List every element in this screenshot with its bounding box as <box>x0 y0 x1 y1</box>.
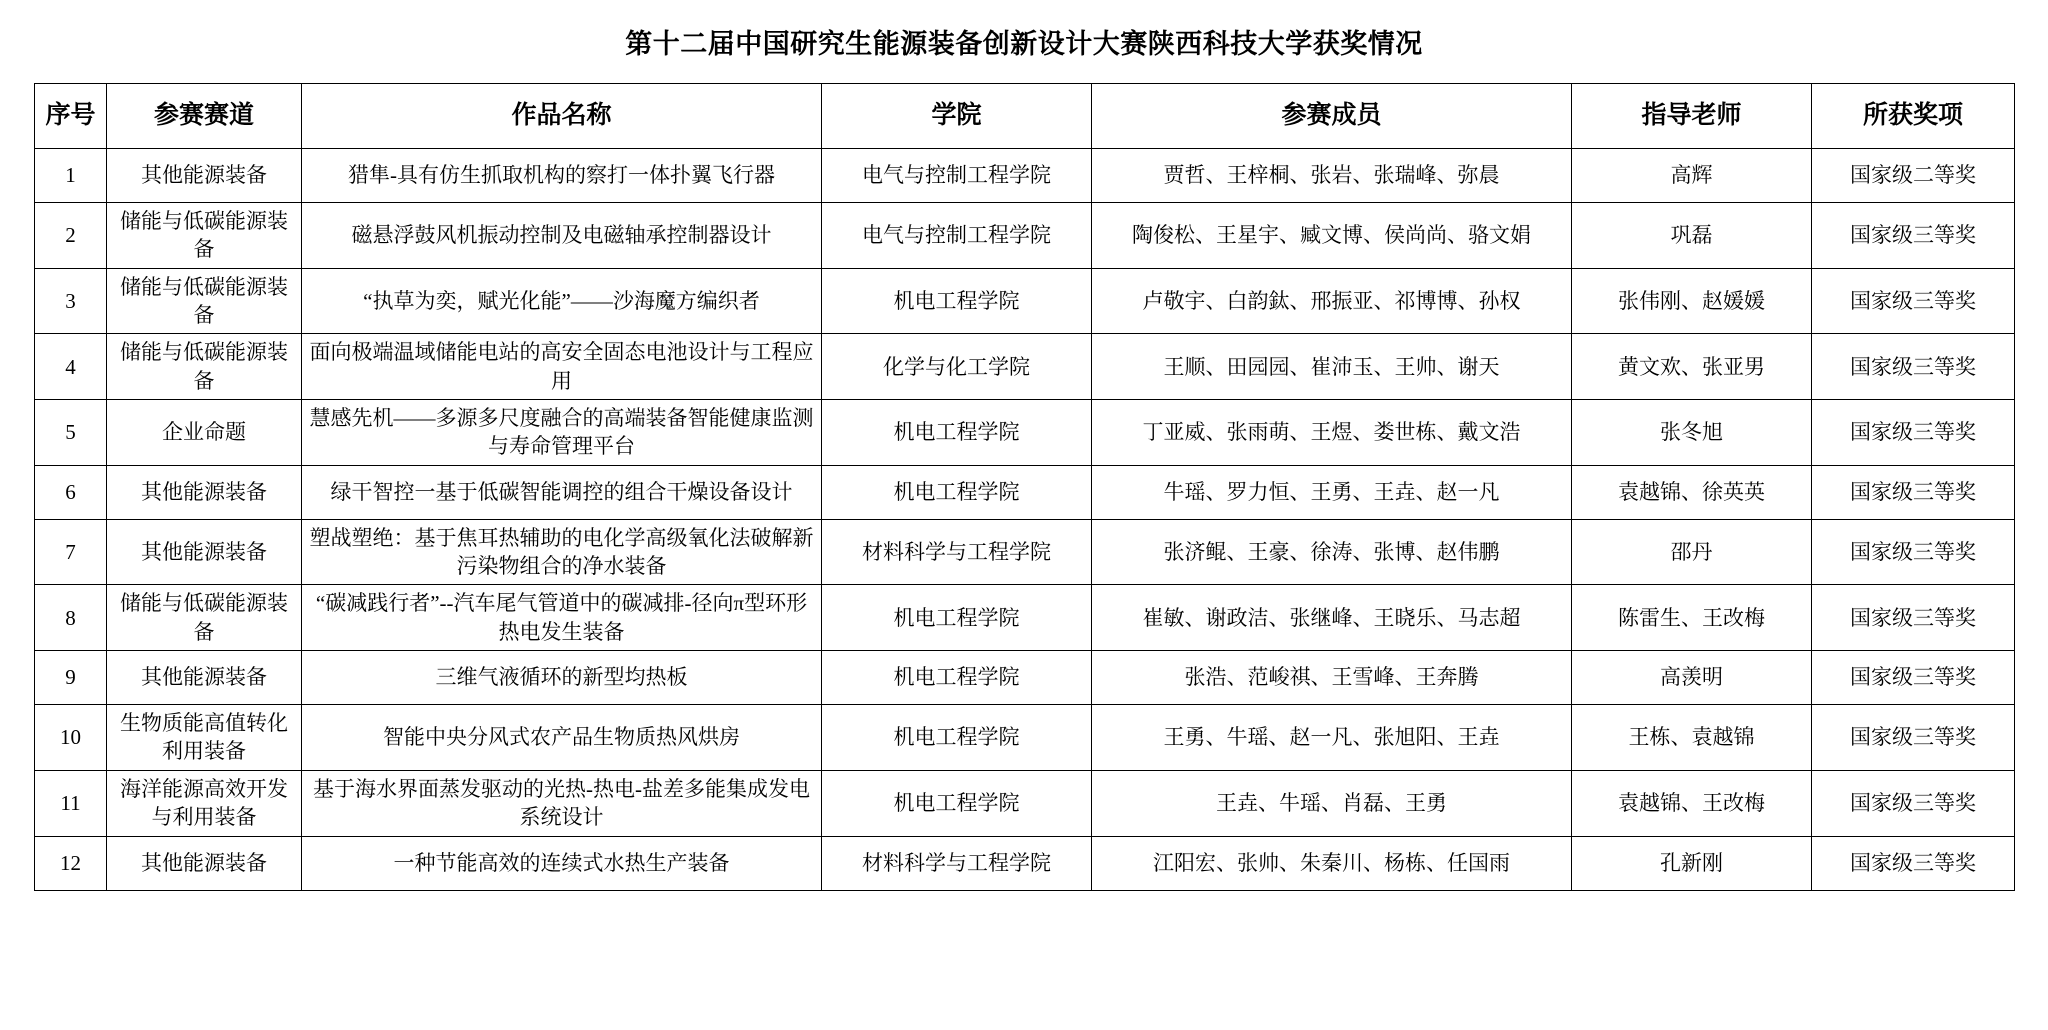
cell-index: 12 <box>35 836 107 890</box>
cell-index: 2 <box>35 203 107 269</box>
cell-index: 7 <box>35 519 107 585</box>
cell-work: 智能中央分风式农产品生物质热风烘房 <box>302 705 822 771</box>
cell-members: 江阳宏、张帅、朱秦川、杨栋、任国雨 <box>1092 836 1572 890</box>
cell-teachers: 袁越锦、王改梅 <box>1572 770 1812 836</box>
table-row <box>35 705 2015 771</box>
cell-teachers: 袁越锦、徐英英 <box>1572 465 1812 519</box>
cell-work: 慧感先机——多源多尺度融合的高端装备智能健康监测与寿命管理平台 <box>302 400 822 466</box>
cell-award: 国家级二等奖 <box>1812 149 2015 203</box>
cell-members: 卢敬宇、白韵鈦、邢振亚、祁博博、孙权 <box>1092 268 1572 334</box>
cell-members: 丁亚威、张雨萌、王煜、娄世栋、戴文浩 <box>1092 400 1572 466</box>
award-table <box>34 83 2015 891</box>
table-row <box>35 203 2015 269</box>
cell-track: 其他能源装备 <box>107 519 302 585</box>
table-row <box>35 268 2015 334</box>
cell-members: 贾哲、王梓桐、张岩、张瑞峰、弥晨 <box>1092 149 1572 203</box>
table-row <box>35 770 2015 836</box>
cell-track: 储能与低碳能源装备 <box>107 203 302 269</box>
cell-award: 国家级三等奖 <box>1812 334 2015 400</box>
cell-track: 其他能源装备 <box>107 836 302 890</box>
cell-award: 国家级三等奖 <box>1812 705 2015 771</box>
cell-award: 国家级三等奖 <box>1812 651 2015 705</box>
cell-track: 储能与低碳能源装备 <box>107 334 302 400</box>
column-header-dept: 学院 <box>822 84 1092 149</box>
cell-teachers: 孔新刚 <box>1572 836 1812 890</box>
cell-members: 王顺、田园园、崔沛玉、王帅、谢天 <box>1092 334 1572 400</box>
cell-work: 绿干智控一基于低碳智能调控的组合干燥设备设计 <box>302 465 822 519</box>
cell-award: 国家级三等奖 <box>1812 836 2015 890</box>
cell-track: 储能与低碳能源装备 <box>107 585 302 651</box>
table-head <box>35 84 2015 149</box>
cell-dept: 机电工程学院 <box>822 705 1092 771</box>
cell-dept: 机电工程学院 <box>822 400 1092 466</box>
cell-teachers: 黄文欢、张亚男 <box>1572 334 1812 400</box>
table-row <box>35 400 2015 466</box>
cell-teachers: 高辉 <box>1572 149 1812 203</box>
cell-teachers: 巩磊 <box>1572 203 1812 269</box>
cell-dept: 电气与控制工程学院 <box>822 149 1092 203</box>
table-row <box>35 465 2015 519</box>
cell-teachers: 高羡明 <box>1572 651 1812 705</box>
column-header-teachers: 指导老师 <box>1572 84 1812 149</box>
page-title: 第十二届中国研究生能源装备创新设计大赛陕西科技大学获奖情况 <box>625 29 1423 59</box>
cell-index: 9 <box>35 651 107 705</box>
table-row <box>35 585 2015 651</box>
table-row <box>35 519 2015 585</box>
cell-work: 面向极端温域储能电站的高安全固态电池设计与工程应用 <box>302 334 822 400</box>
cell-index: 11 <box>35 770 107 836</box>
cell-dept: 机电工程学院 <box>822 268 1092 334</box>
cell-award: 国家级三等奖 <box>1812 770 2015 836</box>
cell-teachers: 张伟刚、赵媛媛 <box>1572 268 1812 334</box>
cell-dept: 机电工程学院 <box>822 465 1092 519</box>
cell-award: 国家级三等奖 <box>1812 519 2015 585</box>
cell-teachers: 邵丹 <box>1572 519 1812 585</box>
cell-award: 国家级三等奖 <box>1812 465 2015 519</box>
cell-index: 4 <box>35 334 107 400</box>
cell-members: 张济鲲、王豪、徐涛、张博、赵伟鹏 <box>1092 519 1572 585</box>
cell-track: 储能与低碳能源装备 <box>107 268 302 334</box>
cell-work: “执草为奕，赋光化能”——沙海魔方编织者 <box>302 268 822 334</box>
column-header-award: 所获奖项 <box>1812 84 2015 149</box>
cell-track: 生物质能高值转化利用装备 <box>107 705 302 771</box>
cell-dept: 材料科学与工程学院 <box>822 519 1092 585</box>
cell-track: 其他能源装备 <box>107 149 302 203</box>
cell-work: 三维气液循环的新型均热板 <box>302 651 822 705</box>
cell-work: 磁悬浮鼓风机振动控制及电磁轴承控制器设计 <box>302 203 822 269</box>
cell-dept: 化学与化工学院 <box>822 334 1092 400</box>
cell-members: 张浩、范峻祺、王雪峰、王奔腾 <box>1092 651 1572 705</box>
cell-award: 国家级三等奖 <box>1812 400 2015 466</box>
cell-teachers: 张冬旭 <box>1572 400 1812 466</box>
cell-award: 国家级三等奖 <box>1812 268 2015 334</box>
cell-dept: 机电工程学院 <box>822 651 1092 705</box>
cell-index: 1 <box>35 149 107 203</box>
cell-track: 其他能源装备 <box>107 651 302 705</box>
cell-index: 3 <box>35 268 107 334</box>
cell-dept: 机电工程学院 <box>822 770 1092 836</box>
column-header-work: 作品名称 <box>302 84 822 149</box>
column-header-members: 参赛成员 <box>1092 84 1572 149</box>
cell-track: 企业命题 <box>107 400 302 466</box>
cell-work: 一种节能高效的连续式水热生产装备 <box>302 836 822 890</box>
column-header-track: 参赛赛道 <box>107 84 302 149</box>
cell-award: 国家级三等奖 <box>1812 203 2015 269</box>
cell-members: 王勇、牛瑶、赵一凡、张旭阳、王垚 <box>1092 705 1572 771</box>
cell-members: 王垚、牛瑶、肖磊、王勇 <box>1092 770 1572 836</box>
cell-track: 海洋能源高效开发与利用装备 <box>107 770 302 836</box>
cell-index: 8 <box>35 585 107 651</box>
table-header-row <box>35 84 2015 149</box>
table-row <box>35 149 2015 203</box>
cell-index: 5 <box>35 400 107 466</box>
cell-members: 崔敏、谢政洁、张继峰、王晓乐、马志超 <box>1092 585 1572 651</box>
cell-members: 牛瑶、罗力恒、王勇、王垚、赵一凡 <box>1092 465 1572 519</box>
table-body <box>35 149 2015 891</box>
table-row <box>35 836 2015 890</box>
cell-award: 国家级三等奖 <box>1812 585 2015 651</box>
cell-dept: 材料科学与工程学院 <box>822 836 1092 890</box>
cell-work: “碳减践行者”--汽车尾气管道中的碳减排-径向π型环形热电发生装备 <box>302 585 822 651</box>
cell-index: 10 <box>35 705 107 771</box>
cell-members: 陶俊松、王星宇、臧文博、侯尚尚、骆文娟 <box>1092 203 1572 269</box>
cell-work: 塑战塑绝：基于焦耳热辅助的电化学高级氧化法破解新污染物组合的净水装备 <box>302 519 822 585</box>
cell-work: 猎隼-具有仿生抓取机构的察打一体扑翼飞行器 <box>302 149 822 203</box>
table-row <box>35 651 2015 705</box>
cell-work: 基于海水界面蒸发驱动的光热-热电-盐差多能集成发电系统设计 <box>302 770 822 836</box>
cell-index: 6 <box>35 465 107 519</box>
cell-teachers: 陈雷生、王改梅 <box>1572 585 1812 651</box>
cell-track: 其他能源装备 <box>107 465 302 519</box>
cell-teachers: 王栋、袁越锦 <box>1572 705 1812 771</box>
cell-dept: 机电工程学院 <box>822 585 1092 651</box>
cell-dept: 电气与控制工程学院 <box>822 203 1092 269</box>
column-header-index: 序号 <box>35 84 107 149</box>
table-row <box>35 334 2015 400</box>
table-container <box>0 83 2048 891</box>
